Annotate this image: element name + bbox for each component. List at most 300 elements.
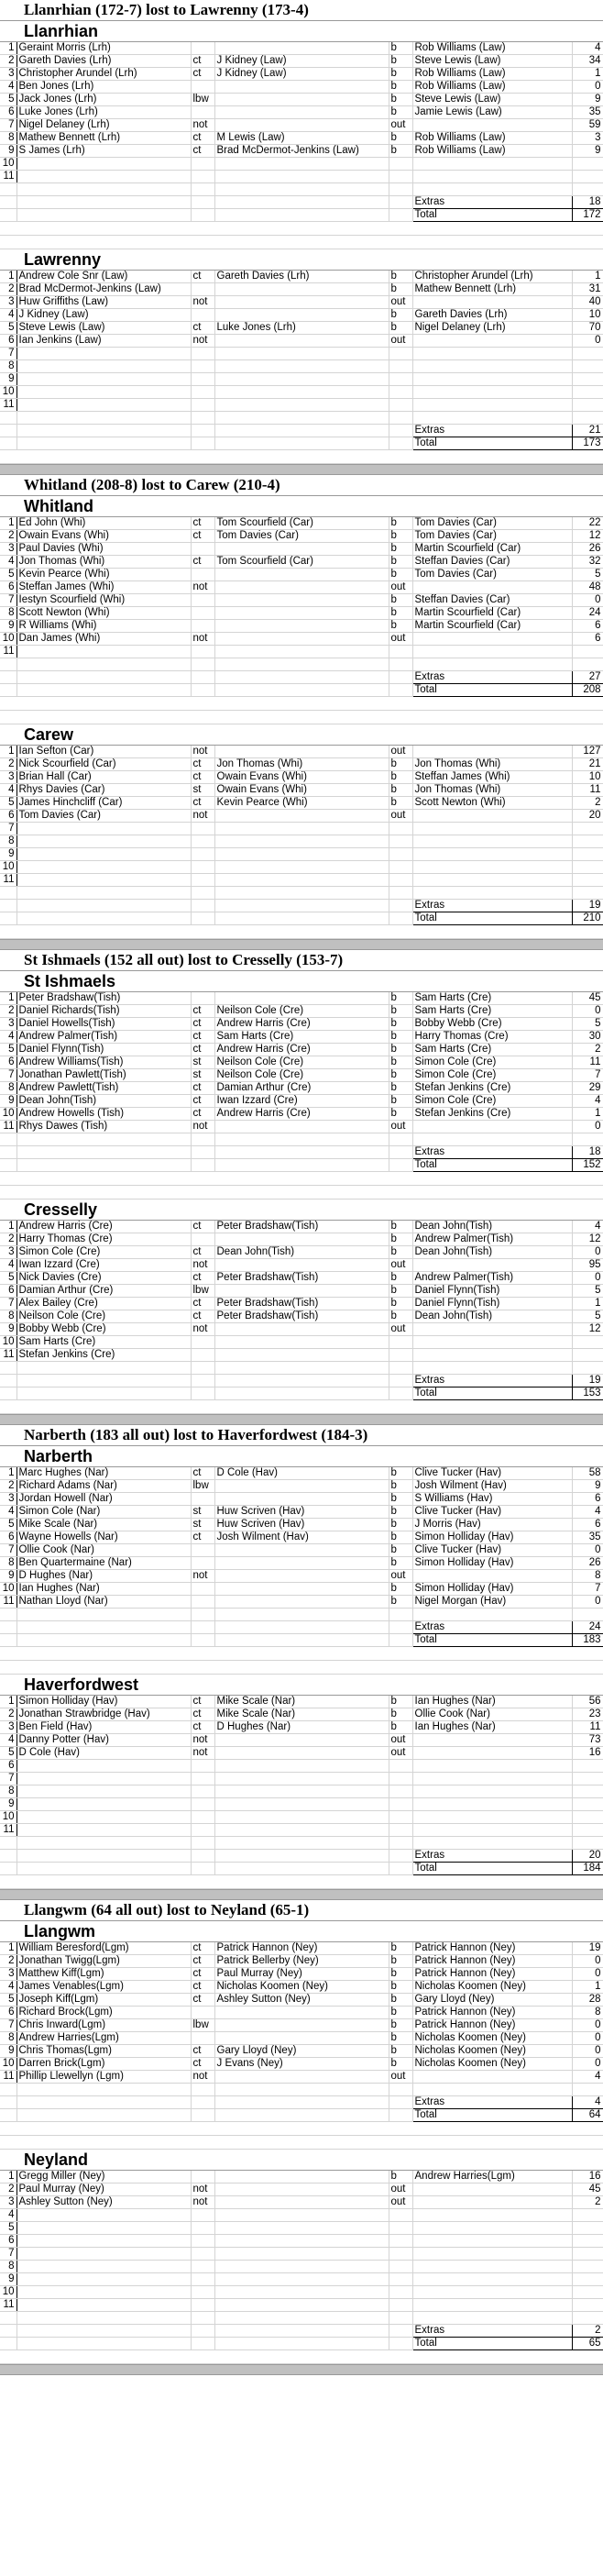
runs-scored: [572, 861, 603, 874]
fielder-name: Peter Bradshaw(Tish): [214, 1298, 389, 1310]
batsman-name: [16, 646, 191, 658]
extras-row: [0, 1850, 603, 1863]
bowler-name: Christopher Arundel (Lrh): [412, 271, 572, 283]
bowled-marker: b: [389, 1480, 412, 1493]
batsman-name: Steve Lewis (Law): [16, 322, 191, 335]
bowler-name: Patrick Hannon (Ney): [412, 2007, 572, 2019]
dismissal-type: lbw: [191, 1480, 214, 1493]
bowler-name: Simon Cole (Cre): [412, 1069, 572, 1082]
empty-cell: [16, 912, 191, 925]
batting-position: 11: [0, 1824, 16, 1837]
dismissal-type: [191, 2171, 214, 2184]
bowler-name: [412, 1570, 572, 1583]
batting-row: [0, 1272, 603, 1285]
bowled-marker: b: [389, 1531, 412, 1544]
bowler-name: [412, 373, 572, 386]
runs-scored: 59: [572, 119, 603, 132]
bowler-name: Steffan James (Whi): [412, 771, 572, 784]
bowled-marker: [389, 386, 412, 399]
batsman-name: Andrew Cole Snr (Law): [16, 271, 191, 283]
fielder-name: [214, 1544, 389, 1557]
bowled-marker: b: [389, 543, 412, 556]
empty-cell: [191, 2312, 214, 2325]
fielder-name: Neilson Cole (Cre): [214, 1069, 389, 1082]
dismissal-type: ct: [191, 1082, 214, 1095]
batting-row: [0, 594, 603, 607]
empty-cell: [0, 1133, 16, 1146]
empty-cell: [191, 1362, 214, 1375]
dismissal-type: [191, 1493, 214, 1506]
batting-position: 6: [0, 106, 16, 119]
batsman-name: Mathew Bennett (Lrh): [16, 132, 191, 145]
fielder-name: [214, 1747, 389, 1760]
batsman-name: Danny Potter (Hav): [16, 1734, 191, 1747]
runs-scored: [572, 2273, 603, 2286]
bowler-name: Dean John(Tish): [412, 1246, 572, 1259]
empty-cell: [191, 2338, 214, 2350]
batting-position: 3: [0, 2196, 16, 2209]
fielder-name: Tom Scourfield (Car): [214, 556, 389, 569]
blank-row: [0, 1172, 603, 1186]
bowler-name: Jamie Lewis (Law): [412, 106, 572, 119]
batsman-name: [16, 386, 191, 399]
bowler-name: Steve Lewis (Law): [412, 94, 572, 106]
dismissal-type: [191, 1557, 214, 1570]
dismissal-type: ct: [191, 1968, 214, 1981]
batting-position: 2: [0, 1708, 16, 1721]
batsman-name: Scott Newton (Whi): [16, 607, 191, 620]
blank-row: [0, 1647, 603, 1661]
runs-scored: 28: [572, 1994, 603, 2007]
runs-scored: 10: [572, 309, 603, 322]
fielder-name: Iwan Izzard (Cre): [214, 1095, 389, 1108]
batsman-name: Chris Thomas(Lgm): [16, 2045, 191, 2058]
empty-cell: [389, 2084, 412, 2096]
batting-row: [0, 2273, 603, 2286]
batsman-name: Owain Evans (Whi): [16, 530, 191, 543]
runs-scored: 8: [572, 1570, 603, 1583]
total-label: Total: [412, 1159, 572, 1172]
batting-row: [0, 2019, 603, 2032]
dismissal-type: [191, 992, 214, 1005]
dismissal-type: [191, 373, 214, 386]
empty-cell: [191, 1609, 214, 1621]
fielder-name: [214, 335, 389, 348]
batting-position: 4: [0, 1031, 16, 1044]
batting-row: [0, 348, 603, 360]
bowled-marker: b: [389, 1506, 412, 1519]
batting-table: [0, 1467, 603, 1647]
fielder-name: [214, 399, 389, 412]
runs-scored: [572, 1824, 603, 1837]
total-label: Total: [412, 2338, 572, 2350]
batting-row: [0, 823, 603, 835]
bowler-name: [412, 2235, 572, 2248]
batting-row: [0, 1955, 603, 1968]
batting-position: 4: [0, 81, 16, 94]
bowler-name: Steffan Davies (Car): [412, 556, 572, 569]
runs-scored: 11: [572, 1721, 603, 1734]
fielder-name: Huw Scriven (Hav): [214, 1519, 389, 1531]
fielder-name: [214, 2273, 389, 2286]
runs-scored: [572, 2261, 603, 2273]
bowled-marker: [389, 373, 412, 386]
batting-row: [0, 861, 603, 874]
batting-row: [0, 517, 603, 530]
batsman-name: Matthew Kiff(Lgm): [16, 1968, 191, 1981]
empty-cell: [412, 1133, 572, 1146]
empty-cell: [16, 1159, 191, 1172]
spacer-row: [0, 1133, 603, 1146]
batting-position: 4: [0, 2209, 16, 2222]
empty-cell: [16, 2096, 191, 2109]
empty-cell: [0, 1362, 16, 1375]
runs-scored: [572, 348, 603, 360]
runs-scored: 35: [572, 1531, 603, 1544]
batting-row: [0, 171, 603, 183]
batsman-name: [16, 2248, 191, 2261]
dismissal-type: ct: [191, 132, 214, 145]
bowled-marker: b: [389, 1082, 412, 1095]
runs-scored: 5: [572, 569, 603, 581]
batsman-name: D Cole (Hav): [16, 1747, 191, 1760]
total-value: 183: [572, 1634, 603, 1647]
batting-row: [0, 797, 603, 810]
fielder-name: Paul Murray (Ney): [214, 1968, 389, 1981]
bowler-name: Simon Holliday (Hav): [412, 1531, 572, 1544]
batting-position: 2: [0, 2184, 16, 2196]
empty-cell: [214, 2338, 389, 2350]
total-value: 173: [572, 437, 603, 450]
batting-row: [0, 1233, 603, 1246]
bowled-marker: b: [389, 1981, 412, 1994]
match-block: [0, 1425, 603, 1889]
blank-row: [0, 2122, 603, 2136]
runs-scored: [572, 1786, 603, 1798]
bowled-marker: [389, 2299, 412, 2312]
batsman-name: Joseph Kiff(Lgm): [16, 1994, 191, 2007]
bowled-marker: [389, 1760, 412, 1773]
dismissal-type: ct: [191, 68, 214, 81]
empty-cell: [16, 1634, 191, 1647]
total-row: [0, 684, 603, 697]
empty-cell: [191, 658, 214, 671]
batting-position: 3: [0, 68, 16, 81]
batting-position: 9: [0, 373, 16, 386]
extras-row: [0, 196, 603, 209]
fielder-name: [214, 633, 389, 646]
runs-scored: 2: [572, 2196, 603, 2209]
batting-position: 7: [0, 119, 16, 132]
dismissal-type: [191, 1798, 214, 1811]
runs-scored: [572, 158, 603, 171]
fielder-name: Andrew Harris (Cre): [214, 1018, 389, 1031]
batsman-name: Ed John (Whi): [16, 517, 191, 530]
dismissal-type: ct: [191, 556, 214, 569]
batting-position: 7: [0, 823, 16, 835]
bowler-name: [412, 1773, 572, 1786]
bowler-name: Nigel Delaney (Lrh): [412, 322, 572, 335]
runs-scored: [572, 2209, 603, 2222]
bowled-marker: b: [389, 517, 412, 530]
runs-scored: 19: [572, 1942, 603, 1955]
empty-cell: [389, 437, 412, 450]
runs-scored: [572, 1811, 603, 1824]
dismissal-type: ct: [191, 271, 214, 283]
fielder-name: Josh Wilment (Hav): [214, 1531, 389, 1544]
empty-cell: [214, 196, 389, 209]
batsman-name: Simon Cole (Nar): [16, 1506, 191, 1519]
batting-row: [0, 2235, 603, 2248]
empty-cell: [16, 183, 191, 196]
team-name: Llanrhian: [0, 21, 603, 42]
runs-scored: 35: [572, 106, 603, 119]
fielder-name: [214, 1480, 389, 1493]
bowled-marker: [389, 835, 412, 848]
bowler-name: S Williams (Hav): [412, 1493, 572, 1506]
fielder-name: [214, 2019, 389, 2032]
runs-scored: 6: [572, 1493, 603, 1506]
runs-scored: 9: [572, 145, 603, 158]
total-value: 210: [572, 912, 603, 925]
total-value: 208: [572, 684, 603, 697]
bowler-name: Patrick Hannon (Ney): [412, 1942, 572, 1955]
empty-cell: [191, 2096, 214, 2109]
batting-table: [0, 517, 603, 697]
empty-cell: [412, 2084, 572, 2096]
batting-position: 1: [0, 42, 16, 55]
extras-row: [0, 671, 603, 684]
total-row: [0, 437, 603, 450]
extras-label: Extras: [412, 196, 572, 209]
empty-cell: [16, 425, 191, 437]
bowled-marker: [389, 1773, 412, 1786]
total-value: 172: [572, 209, 603, 222]
batsman-name: Ben Field (Hav): [16, 1721, 191, 1734]
extras-value: 4: [572, 2096, 603, 2109]
batting-row: [0, 145, 603, 158]
total-row: [0, 209, 603, 222]
batting-row: [0, 2299, 603, 2312]
extras-label: Extras: [412, 671, 572, 684]
runs-scored: 4: [572, 2071, 603, 2084]
batting-position: 9: [0, 848, 16, 861]
empty-cell: [214, 437, 389, 450]
bowler-name: [412, 2286, 572, 2299]
total-label: Total: [412, 1863, 572, 1875]
runs-scored: 4: [572, 1221, 603, 1233]
batting-position: 11: [0, 2071, 16, 2084]
runs-scored: 31: [572, 283, 603, 296]
bowler-name: Steve Lewis (Law): [412, 55, 572, 68]
runs-scored: 73: [572, 1734, 603, 1747]
empty-cell: [0, 671, 16, 684]
runs-scored: [572, 848, 603, 861]
bowled-marker: out: [389, 581, 412, 594]
fielder-name: D Cole (Hav): [214, 1467, 389, 1480]
bowled-marker: out: [389, 2184, 412, 2196]
batsman-name: Ashley Sutton (Ney): [16, 2196, 191, 2209]
batting-row: [0, 1824, 603, 1837]
batting-row: [0, 106, 603, 119]
batsman-name: [16, 2209, 191, 2222]
match-block: [0, 1900, 603, 2364]
batsman-name: Rhys Davies (Car): [16, 784, 191, 797]
batting-position: 9: [0, 145, 16, 158]
batting-position: 7: [0, 594, 16, 607]
fielder-name: Mike Scale (Nar): [214, 1708, 389, 1721]
bowled-marker: b: [389, 42, 412, 55]
batsman-name: Andrew Harries(Lgm): [16, 2032, 191, 2045]
bowler-name: Stefan Jenkins (Cre): [412, 1108, 572, 1121]
match-result-header: Llangwm (64 all out) lost to Neyland (65-1): [0, 1900, 603, 1921]
bowled-marker: [389, 646, 412, 658]
runs-scored: 5: [572, 1285, 603, 1298]
bowled-marker: out: [389, 1747, 412, 1760]
empty-cell: [572, 1362, 603, 1375]
bowled-marker: out: [389, 1570, 412, 1583]
batting-row: [0, 2032, 603, 2045]
bowled-marker: out: [389, 810, 412, 823]
runs-scored: [572, 823, 603, 835]
dismissal-type: ct: [191, 1298, 214, 1310]
runs-scored: 0: [572, 2019, 603, 2032]
dismissal-type: [191, 2248, 214, 2261]
fielder-name: [214, 1493, 389, 1506]
batsman-name: R Williams (Whi): [16, 620, 191, 633]
empty-cell: [191, 1146, 214, 1159]
bowled-marker: b: [389, 2171, 412, 2184]
bowled-marker: [389, 861, 412, 874]
runs-scored: [572, 646, 603, 658]
runs-scored: 0: [572, 335, 603, 348]
batting-row: [0, 607, 603, 620]
batsman-name: [16, 1786, 191, 1798]
fielder-name: [214, 106, 389, 119]
fielder-name: Peter Bradshaw(Tish): [214, 1310, 389, 1323]
team-name: Whitland: [0, 496, 603, 517]
batting-position: 5: [0, 322, 16, 335]
empty-cell: [191, 684, 214, 697]
empty-cell: [16, 1388, 191, 1400]
fielder-name: [214, 309, 389, 322]
batting-row: [0, 1246, 603, 1259]
batting-position: 10: [0, 386, 16, 399]
batting-row: [0, 1760, 603, 1773]
empty-cell: [16, 1362, 191, 1375]
batting-table: [0, 42, 603, 222]
batting-row: [0, 1480, 603, 1493]
fielder-name: Jon Thomas (Whi): [214, 758, 389, 771]
runs-scored: [572, 2286, 603, 2299]
dismissal-type: [191, 1544, 214, 1557]
runs-scored: 0: [572, 1968, 603, 1981]
bowler-name: Steffan Davies (Car): [412, 594, 572, 607]
fielder-name: [214, 171, 389, 183]
dismissal-type: ct: [191, 1108, 214, 1121]
dismissal-type: [191, 2222, 214, 2235]
spacer-row: [0, 183, 603, 196]
batsman-name: Nigel Delaney (Lrh): [16, 119, 191, 132]
fielder-name: [214, 2184, 389, 2196]
empty-cell: [214, 671, 389, 684]
batsman-name: [16, 399, 191, 412]
fielder-name: Ashley Sutton (Ney): [214, 1994, 389, 2007]
bowler-name: Sam Harts (Cre): [412, 1005, 572, 1018]
dismissal-type: ct: [191, 1018, 214, 1031]
batting-row: [0, 360, 603, 373]
batsman-name: Jonathan Twigg(Lgm): [16, 1955, 191, 1968]
bowler-name: Nicholas Koomen (Ney): [412, 2058, 572, 2071]
empty-cell: [214, 1863, 389, 1875]
batsman-name: Huw Griffiths (Law): [16, 296, 191, 309]
batting-row: [0, 1506, 603, 1519]
spacer-row: [0, 2312, 603, 2325]
bowled-marker: b: [389, 1018, 412, 1031]
dismissal-type: ct: [191, 1981, 214, 1994]
dismissal-type: not: [191, 2196, 214, 2209]
batting-position: 1: [0, 1696, 16, 1708]
empty-cell: [191, 900, 214, 912]
bowler-name: [412, 1336, 572, 1349]
empty-cell: [16, 412, 191, 425]
bowler-name: [412, 2299, 572, 2312]
dismissal-type: st: [191, 1056, 214, 1069]
total-row: [0, 1863, 603, 1875]
batsman-name: [16, 360, 191, 373]
batsman-name: Jack Jones (Lrh): [16, 94, 191, 106]
batting-row: [0, 1005, 603, 1018]
fielder-name: Andrew Harris (Cre): [214, 1044, 389, 1056]
batting-row: [0, 1531, 603, 1544]
empty-cell: [412, 887, 572, 900]
batting-position: 9: [0, 620, 16, 633]
blank-row: [0, 450, 603, 464]
batsman-name: James Venables(Lgm): [16, 1981, 191, 1994]
bowled-marker: [389, 2209, 412, 2222]
fielder-name: [214, 2007, 389, 2019]
empty-cell: [389, 684, 412, 697]
bowled-marker: out: [389, 746, 412, 758]
fielder-name: M Lewis (Law): [214, 132, 389, 145]
extras-label: Extras: [412, 1621, 572, 1634]
batting-position: 11: [0, 1349, 16, 1362]
empty-cell: [412, 1362, 572, 1375]
fielder-name: [214, 543, 389, 556]
fielder-name: [214, 992, 389, 1005]
empty-cell: [412, 658, 572, 671]
dismissal-type: ct: [191, 1708, 214, 1721]
batting-position: 3: [0, 1968, 16, 1981]
batsman-name: [16, 2222, 191, 2235]
extras-label: Extras: [412, 2325, 572, 2338]
empty-cell: [389, 183, 412, 196]
bowler-name: [412, 848, 572, 861]
empty-cell: [191, 1850, 214, 1863]
batsman-name: Rhys Dawes (Tish): [16, 1121, 191, 1133]
batting-position: 11: [0, 646, 16, 658]
bowler-name: Rob Williams (Law): [412, 68, 572, 81]
batting-table: [0, 2171, 603, 2350]
batting-row: [0, 1696, 603, 1708]
batting-row: [0, 1323, 603, 1336]
batsman-name: Iwan Izzard (Cre): [16, 1259, 191, 1272]
batting-row: [0, 646, 603, 658]
fielder-name: Kevin Pearce (Whi): [214, 797, 389, 810]
team-name: Lawrenny: [0, 249, 603, 271]
spacer-row: [0, 412, 603, 425]
runs-scored: 11: [572, 1056, 603, 1069]
